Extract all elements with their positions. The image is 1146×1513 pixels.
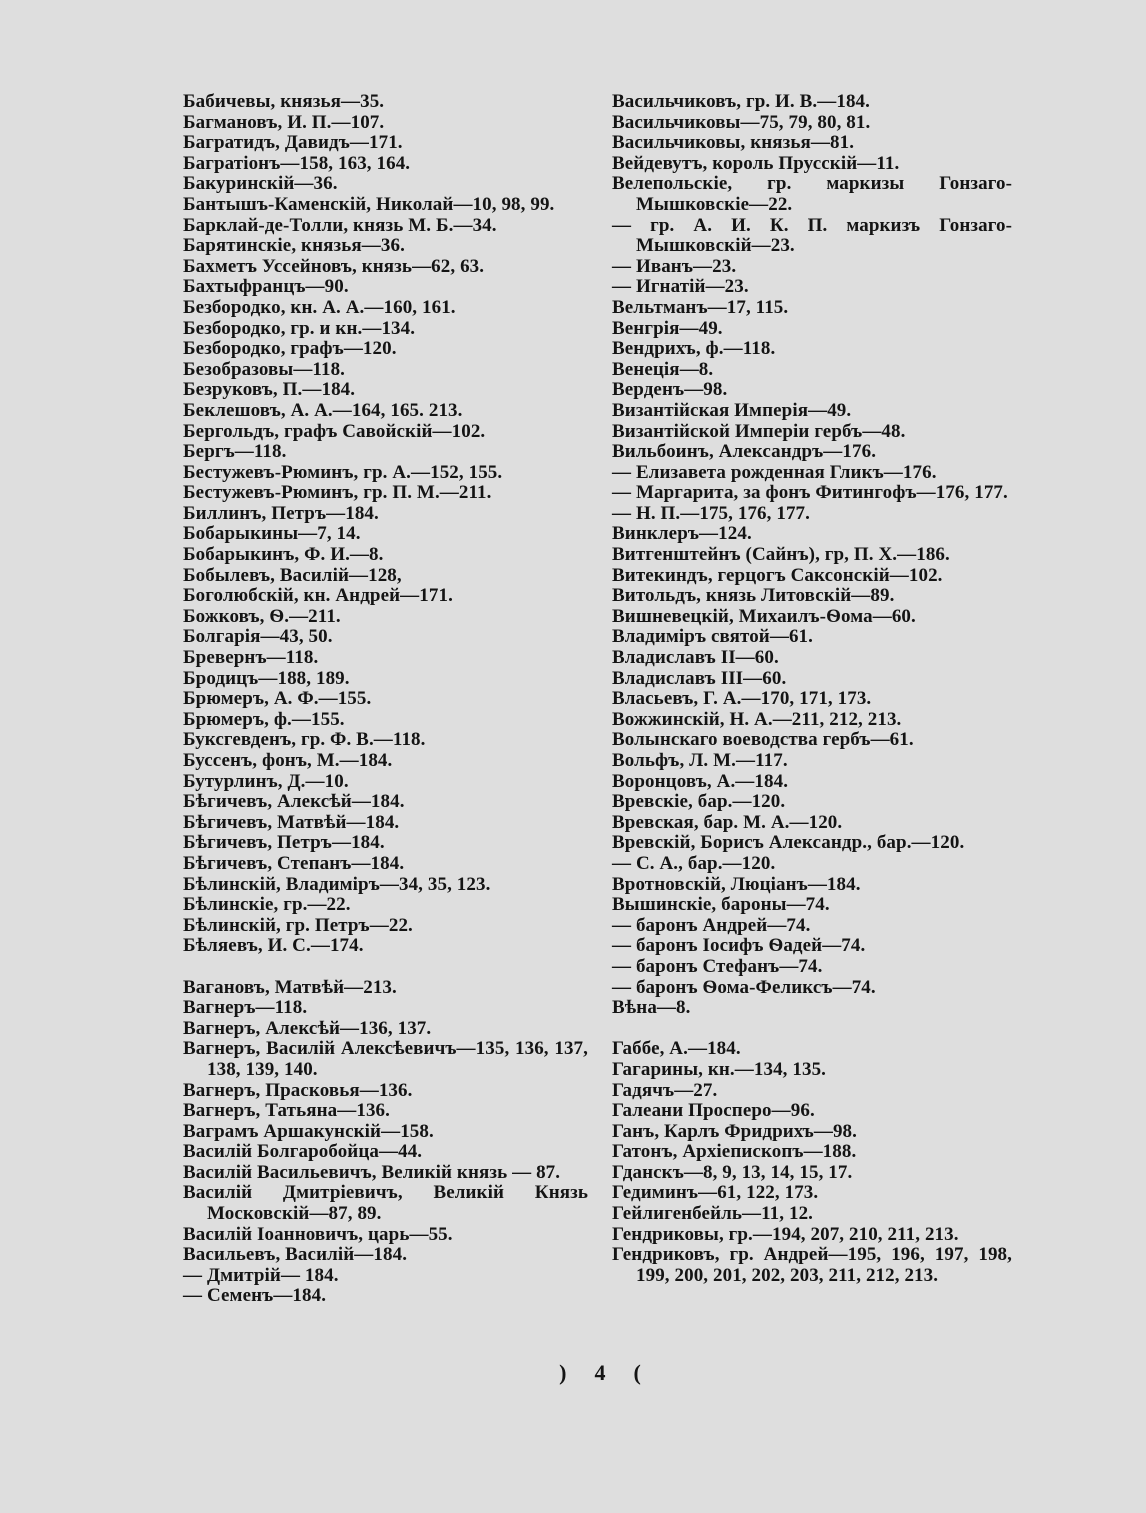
- index-entry: — баронъ Андрей—74.: [612, 914, 811, 936]
- index-entry: Бабичевы, князья—35.: [183, 91, 385, 112]
- index-entry: — гр. А. И. К. П. маркизъ Гонзаго-Мышковскій—23.: [612, 214, 1012, 257]
- index-entry: Безобразовы—118.: [183, 358, 346, 380]
- folio-right-mark: (: [633, 1360, 641, 1385]
- index-entry: Брюмеръ, ф.—155.: [183, 708, 345, 730]
- index-entry: Вишневецкій, Михаилъ-Ѳома—60.: [612, 605, 916, 627]
- index-entry: Божковъ, Ѳ.—211.: [183, 605, 341, 627]
- index-entry: Брюмеръ, А. Ф.—155.: [183, 688, 372, 710]
- index-entry: Василій Болгаробойца—44.: [183, 1141, 423, 1163]
- index-entry: Бревернъ—118.: [183, 647, 319, 669]
- index-entry: Бѣляевъ, И. С.—174.: [183, 935, 364, 957]
- index-entry: Гадячъ—27.: [612, 1079, 718, 1101]
- section-gap: [612, 1019, 1012, 1040]
- index-entry: Безбородко, графъ—120.: [183, 338, 397, 360]
- index-entry: Вагнеръ, Алексѣй—136, 137.: [183, 1017, 432, 1039]
- index-entry: Гатонъ, Архіепископъ—188.: [612, 1141, 857, 1163]
- index-entry: Барятинскіе, князья—36.: [183, 235, 405, 257]
- index-entry: Волынскаго воеводства гербъ—61.: [612, 729, 914, 751]
- index-entry: Витольдъ, князь Литовскій—89.: [612, 585, 895, 607]
- index-entry: Васильчиковы—75, 79, 80, 81.: [612, 111, 871, 133]
- index-entry: Вельтманъ—17, 115.: [612, 296, 789, 318]
- index-entry: — Семенъ—184.: [183, 1285, 327, 1307]
- index-entry: Вротновскій, Люціанъ—184.: [612, 873, 861, 895]
- index-entry: Верденъ—98.: [612, 379, 728, 401]
- index-entry: Венеція—8.: [612, 358, 714, 380]
- index-entry: Вагнеръ, Татьяна—136.: [183, 1100, 390, 1122]
- folio-left-mark: ): [559, 1360, 567, 1385]
- index-entry: Бобылевъ, Василій—128,: [183, 564, 402, 586]
- index-entry: Вѣна—8.: [612, 997, 691, 1019]
- index-entry: Багмановъ, И. П.—107.: [183, 111, 385, 133]
- index-entry: Вагановъ, Матвѣй—213.: [183, 976, 397, 998]
- index-entry: Бѣгичевъ, Алексѣй—184.: [183, 791, 405, 813]
- index-entry: Бахметъ Уссейновъ, князь—62, 63.: [183, 255, 485, 277]
- index-entry: Вагнеръ—118.: [183, 997, 308, 1019]
- index-entry: Васильчиковъ, гр. И. В.—184.: [612, 91, 871, 112]
- section-gap: [183, 957, 588, 978]
- index-entry: Бергольдъ, графъ Савойскій—102.: [183, 420, 486, 442]
- index-column-right: [612, 92, 1012, 1286]
- index-entry: Бергъ—118.: [183, 441, 287, 463]
- index-entry: Бестужевъ-Рюминъ, гр. А.—152, 155.: [183, 461, 503, 483]
- index-entry: Василій Дмитріевичъ, Великій Князь Московскій—87, 89.: [183, 1182, 588, 1225]
- index-entry: — баронъ Ѳома-Феликсъ—74.: [612, 976, 876, 998]
- index-entry: Болгарія—43, 50.: [183, 626, 333, 648]
- index-entry: Вожжинскій, Н. А.—211, 212, 213.: [612, 708, 902, 730]
- index-entry: — Иванъ—23.: [612, 255, 737, 277]
- index-entry: Безбородко, гр. и кн.—134.: [183, 317, 416, 339]
- index-entry: — Н. П.—175, 176, 177.: [612, 502, 811, 524]
- index-entry: Беклешовъ, А. А.—164, 165. 213.: [183, 399, 463, 421]
- index-entry: Гейлигенбейль—11, 12.: [612, 1203, 814, 1225]
- index-entry: Безбородко, кн. А. А.—160, 161.: [183, 296, 456, 318]
- index-entry: Власьевъ, Г. А.—170, 171, 173.: [612, 688, 872, 710]
- index-entry: Витекиндъ, герцогъ Саксонскій—102.: [612, 564, 943, 586]
- index-entry: Васильевъ, Василій—184.: [183, 1244, 408, 1266]
- index-entry: — Маргарита, за фонъ Фитингофъ—176, 177.: [612, 482, 1008, 504]
- index-entry: Бѣгичевъ, Матвѣй—184.: [183, 811, 400, 833]
- index-entry: Гданскъ—8, 9, 13, 14, 15, 17.: [612, 1161, 853, 1183]
- index-entry: Бѣлинскій, Владиміръ—34, 35, 123.: [183, 873, 491, 895]
- index-entry: Владиславъ III—60.: [612, 667, 787, 689]
- index-entry: Буссенъ, фонъ, М.—184.: [183, 750, 393, 771]
- index-entry: Воронцовъ, А.—184.: [612, 770, 789, 792]
- index-entry: — баронъ Стефанъ—74.: [612, 955, 823, 977]
- index-entry: Вревскій, Борисъ Александр., бар.—120.: [612, 832, 965, 854]
- folio-number: 4: [594, 1360, 606, 1385]
- index-entry: Вревская, бар. М. А.—120.: [612, 811, 843, 833]
- index-entry: Вейдевутъ, король Прусскій—11.: [612, 152, 900, 174]
- index-entry: Вышинскіе, бароны—74.: [612, 894, 830, 916]
- index-entry: Бобарыкины—7, 14.: [183, 523, 361, 545]
- index-entry: Бестужевъ-Рюминъ, гр. П. М.—211.: [183, 482, 492, 504]
- index-entry: Вревскіе, бар.—120.: [612, 791, 786, 813]
- index-entry: Вильбоинъ, Александръ—176.: [612, 441, 877, 463]
- index-entry: Вагнеръ, Василій Алексѣевичъ—135, 136, 137, 138, 139, 140.: [183, 1038, 588, 1080]
- index-entry: Венгрія—49.: [612, 317, 723, 339]
- index-entry: Багратіонъ—158, 163, 164.: [183, 152, 411, 174]
- index-entry: Биллинъ, Петръ—184.: [183, 502, 379, 524]
- index-entry: Бѣлинскіе, гр.—22.: [183, 894, 351, 916]
- index-entry: Витгенштейнъ (Сайнъ), гр, П. Х.—186.: [612, 544, 950, 566]
- index-entry: Бутурлинъ, Д.—10.: [183, 770, 349, 792]
- index-entry: Вендрихъ, ф.—118.: [612, 338, 776, 360]
- index-entry: Барклай-де-Толли, князь М. Б.—34.: [183, 214, 497, 236]
- index-entry: — Елизавета рожденная Гликъ—176.: [612, 461, 937, 483]
- index-entry: Гедиминъ—61, 122, 173.: [612, 1182, 819, 1204]
- index-entry: Бѣгичевъ, Степанъ—184.: [183, 852, 405, 874]
- index-entry: Галеани Просперо—96.: [612, 1100, 815, 1122]
- index-entry: Винклеръ—124.: [612, 523, 752, 545]
- index-entry: Владиміръ святой—61.: [612, 626, 814, 648]
- index-entry: Бакуринскій—36.: [183, 173, 338, 195]
- index-entry: Василій Васильевичъ, Великій князь — 87.: [183, 1161, 561, 1183]
- index-entry: Бантышъ-Каменскій, Николай—10, 98, 99.: [183, 193, 555, 215]
- index-entry: Византійской Имперіи гербъ—48.: [612, 420, 906, 442]
- index-entry: Буксгевденъ, гр. Ф. В.—118.: [183, 729, 426, 751]
- index-entry: Бродицъ—188, 189.: [183, 667, 350, 689]
- index-entry: Бѣлинскій, гр. Петръ—22.: [183, 914, 413, 936]
- index-entry: Вольфъ, Л. М.—117.: [612, 750, 788, 771]
- index-entry: Багратидъ, Давидъ—171.: [183, 132, 403, 154]
- index-entry: Васильчиковы, князья—81.: [612, 132, 855, 154]
- index-entry: Византійская Имперія—49.: [612, 399, 852, 421]
- index-entry: Велепольскіе, гр. маркизы Гонзаго-Мышковскіе—22.: [612, 173, 1012, 215]
- index-entry: Вагнеръ, Прасковья—136.: [183, 1079, 413, 1101]
- index-entry: Бобарыкинъ, Ф. И.—8.: [183, 544, 384, 566]
- index-entry: Боголюбскій, кн. Андрей—171.: [183, 585, 453, 607]
- index-entry: Гагарины, кн.—134, 135.: [612, 1058, 827, 1080]
- index-entry: Бѣгичевъ, Петръ—184.: [183, 832, 385, 854]
- index-entry: Гендриковъ, гр. Андрей—195, 196, 197, 198, 199, 200, 201, 202, 203, 211, 212, 213.: [612, 1244, 1012, 1286]
- index-entry: — баронъ Іосифъ Ѳадей—74.: [612, 935, 866, 957]
- index-entry: Ганъ, Карлъ Фридрихъ—98.: [612, 1120, 858, 1142]
- index-entry: Гендриковы, гр.—194, 207, 210, 211, 213.: [612, 1223, 959, 1245]
- index-entry: — Дмитрій— 184.: [183, 1264, 339, 1286]
- index-entry: — С. А., бар.—120.: [612, 852, 776, 874]
- index-entry: — Игнатій—23.: [612, 276, 749, 298]
- index-entry: Безруковъ, П.—184.: [183, 379, 356, 401]
- index-entry: Ваграмъ Аршакунскій—158.: [183, 1120, 434, 1142]
- page-number: [540, 1360, 660, 1386]
- index-entry: Владиславъ II—60.: [612, 647, 779, 669]
- index-entry: Габбе, А.—184.: [612, 1038, 741, 1060]
- index-column-left: [183, 92, 588, 1307]
- index-entry: Василій Іоанновичъ, царь—55.: [183, 1223, 453, 1245]
- index-entry: Бахтыфранцъ—90.: [183, 276, 349, 298]
